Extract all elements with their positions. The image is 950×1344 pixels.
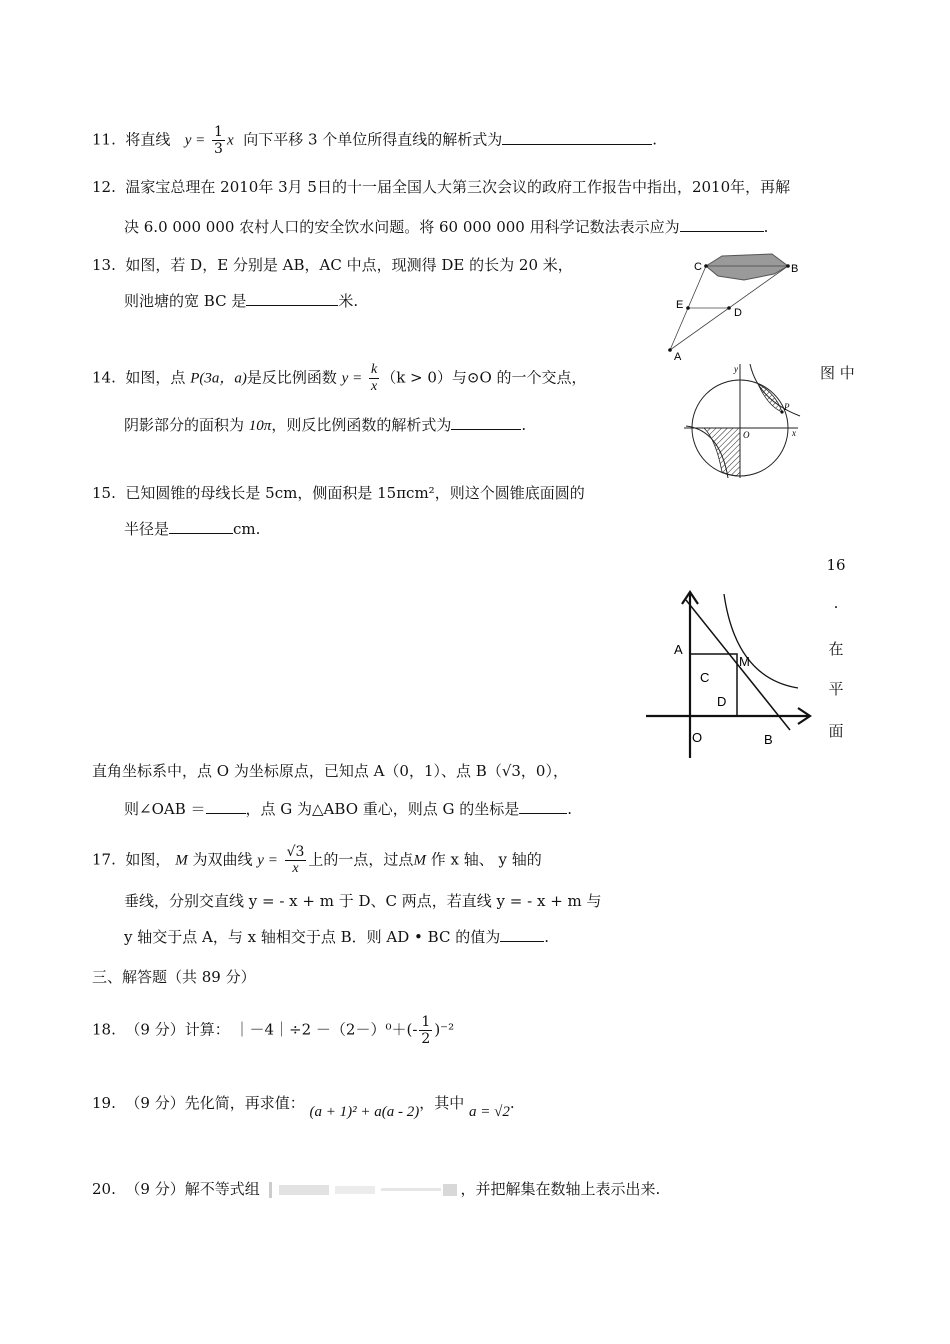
q16-text-2b: ，点 G 为△ABO 重心，则点 G 的坐标是 [245,800,520,818]
q13-text-1: 如图，若 D，E 分别是 AB，AC 中点，现测得 DE 的长为 20 米， [125,256,573,274]
q16-figure [640,588,820,778]
inequality-system-image [265,1180,461,1200]
fraction-denominator: x [292,861,299,876]
q17-text-1d: 作 x 轴、 y 轴的 [430,850,542,869]
fraction-numerator: √3 [286,844,305,860]
q17-M: M [175,852,188,869]
q12-line1 [92,176,790,198]
answer-blank[interactable] [500,927,544,942]
question-number: 15. [92,484,116,502]
label-D: D [717,694,727,709]
question-number: 13. [92,256,116,274]
answer-blank[interactable] [169,519,233,534]
q14-area: 10π [248,418,272,434]
question-number: 19. [92,1094,116,1112]
label-C: C [700,670,710,685]
q14-text-2b: ，则反比例函数的解析式为 [271,416,452,434]
axis-y-label: y [734,364,738,374]
period: . [544,928,549,946]
q20-text-b: ，并把解集在数轴上表示出来. [460,1180,661,1198]
answer-blank[interactable] [519,799,567,814]
q11-text-a: 将直线 [125,130,171,149]
label-B: B [764,732,773,747]
period: . [521,416,527,434]
question-number: 17. [92,850,116,869]
q17-text-1c: 上的一点，过点 [308,850,414,869]
label-D: D [734,307,742,319]
q16-side-0: 16 [826,556,846,574]
period: . [567,800,573,818]
q19-expression: (a + 1)² + a(a - 2) [309,1104,420,1120]
label-E: E [676,299,684,311]
q15-text-2a: 半径是 [124,520,170,538]
q20-line [92,1178,660,1200]
q18-text: （9 分）计算： ｜－4｜÷2 －（2－）⁰＋(- [125,1020,418,1039]
answer-blank[interactable] [502,130,652,145]
q14-text-a: 如图，点 [125,368,186,387]
q14-point: P(3a，a) [190,370,247,387]
origin-label: O [743,430,750,440]
label-A: A [674,351,682,363]
q17-M-2: M [413,852,426,869]
q11-eq-y: y = [184,132,206,149]
period: . [652,130,658,149]
q18-line [92,1014,454,1047]
q11-fraction [212,124,225,157]
fraction-denominator: 3 [214,141,223,157]
answer-blank[interactable] [451,415,521,430]
q14-eq-y: y = [341,370,363,387]
q17-text-2: 垂线，分别交直线 y = - x + m 于 D、C 两点，若直线 y = - x + m 与 [124,892,602,910]
q16-text-1: 直角坐标系中，点 O 为坐标原点，已知点 A（0，1）、点 B（√3，0）， [92,762,568,780]
q17-fraction [285,844,307,877]
answer-blank[interactable] [246,291,338,306]
q19-where: ，其中 [419,1094,465,1112]
label-C: C [694,261,702,273]
q13-text-2b: 米. [338,292,359,310]
q20-text-a: （9 分）解不等式组 [125,1180,260,1198]
q13-line1 [92,254,573,276]
q13-line2 [124,290,358,312]
label-B: B [791,263,799,275]
q17-line3 [124,926,549,948]
question-number: 11. [92,130,116,149]
answer-blank[interactable] [680,217,764,232]
q17-text-3a: y 轴交于点 A，与 x 轴相交于点 B．则 AD • BC 的值为 [124,928,501,946]
q19-text: （9 分）先化简，再求值： [125,1094,305,1112]
q15-text-2b: cm. [233,520,261,538]
q14-fraction [369,362,379,395]
q17-eq: y = [257,852,278,869]
fraction-denominator: x [370,379,378,394]
q11-text-b: 向下平移 3 个单位所得直线的解析式为 [243,130,503,149]
q18-fraction [419,1014,432,1047]
point-P-label: P [784,402,790,412]
q14-figure [682,360,802,480]
q19-value: a = √2 [469,1104,510,1120]
answer-blank[interactable] [206,799,246,814]
q11-line [92,124,657,157]
q12-line2 [124,216,768,238]
q16-side-2: 在 [828,640,844,658]
q14-line1 [92,362,587,395]
q16-line1 [92,760,568,782]
q13-figure [660,248,810,363]
question-number: 18. [92,1020,116,1039]
period: . [763,218,769,236]
q15-text-1: 已知圆锥的母线长是 5cm，侧面积是 15πcm²，则这个圆锥底面圆的 [125,484,585,502]
q12-text-1: 温家宝总理在 2010年 3月 5日的十一届全国人大第三次会议的政府工作报告中指出，2010年，再解 [125,178,791,196]
fraction-denominator: 2 [421,1031,431,1047]
q14-line2 [124,414,526,437]
fraction-numerator: k [370,362,378,377]
period: . [509,1094,515,1112]
coordinate-square-diagram [640,588,820,778]
axis-x-label: x [792,428,796,438]
question-number: 14. [92,368,116,387]
q16-side-1: . [833,594,839,612]
q16-line2 [124,798,572,820]
label-O: O [692,730,703,745]
q14-text-2a: 阴影部分的面积为 [124,416,245,434]
fraction-numerator: 1 [214,124,223,140]
q15-line2 [124,518,260,540]
circle-hyperbola-diagram [682,360,802,480]
q17-text-1a: 如图， [125,850,171,869]
label-A: A [674,642,683,657]
q12-text-2: 决 6.0 000 000 农村人口的安全饮水问题。将 60 000 000 用科学记数法表示应为 [124,218,680,236]
q14-condition: （k > 0）与⊙O 的一个交点， [381,368,587,387]
q16-side-4: 面 [828,722,844,740]
q17-line1 [92,844,542,877]
q11-eq-x: x [226,132,234,149]
q19-line [92,1092,515,1120]
q16-side-3: 平 [828,680,844,698]
q15-line1 [92,482,585,504]
q18-tail: )⁻² [434,1020,455,1039]
question-number: 20. [92,1180,116,1198]
section-3-title: 三、解答题（共 89 分） [92,968,256,986]
pond-triangle-diagram [660,248,810,363]
q17-line2 [124,890,602,912]
fraction-numerator: 1 [421,1014,431,1030]
label-M: M [739,654,750,669]
q17-text-1b: 为双曲线 [192,850,253,869]
q13-text-2a: 则池塘的宽 BC 是 [124,292,247,310]
question-number: 12. [92,178,116,196]
q16-text-2a: 则∠OAB ＝ [124,800,206,818]
q14-right-text: 图 中 [820,364,855,382]
q14-text-b: 是反比例函数 [246,368,337,387]
